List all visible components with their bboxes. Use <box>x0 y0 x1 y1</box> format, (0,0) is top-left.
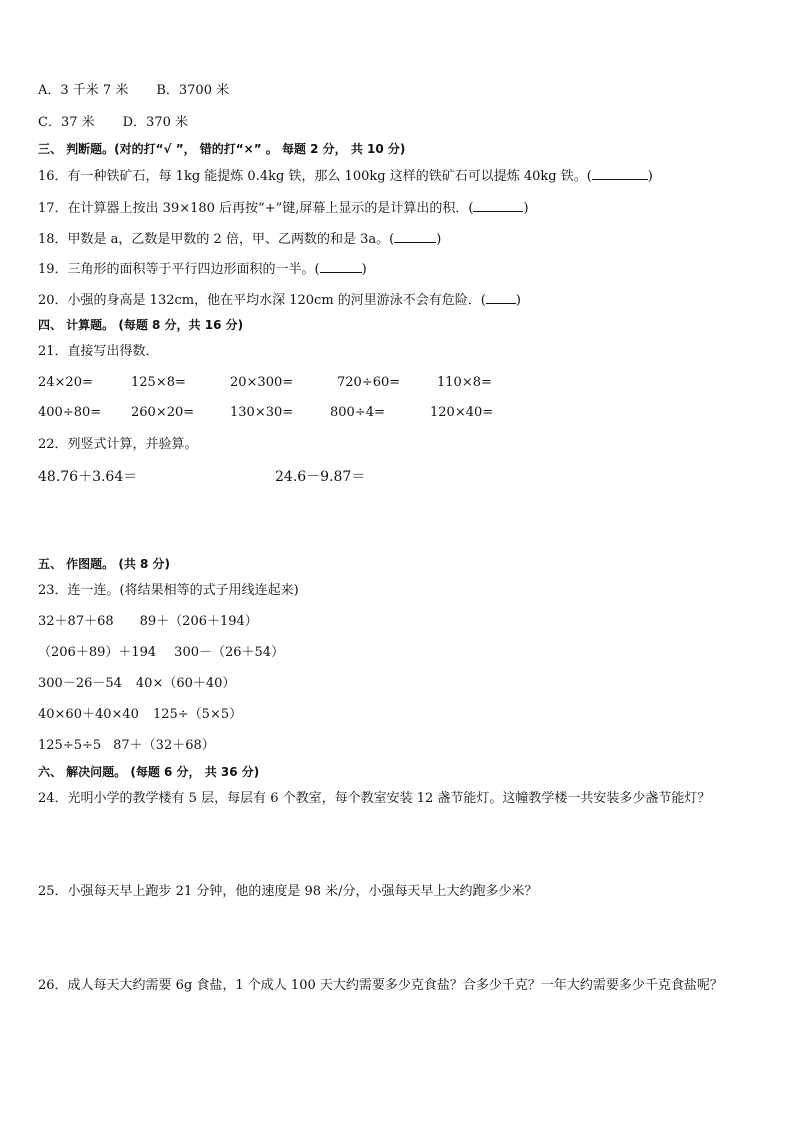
calc-item: 125×8= <box>131 375 186 390</box>
question-21-text: 21．直接写出得数． <box>38 344 159 359</box>
option-b: B．3700 米 <box>156 83 230 98</box>
section-6-title: 六、 解决问题。 (每题 6 分， 共 36 分) <box>38 765 260 779</box>
answer-blank-17[interactable] <box>473 199 523 212</box>
calc-item: 20×300= <box>230 375 294 390</box>
q15-options-row-2 <box>38 115 188 131</box>
section-5-title: 五、 作图题。 (共 8 分) <box>38 557 171 571</box>
match-row <box>38 738 215 754</box>
answer-blank-20[interactable] <box>486 291 516 304</box>
section-4-title: 四、 计算题。 (每题 8 分，共 16 分) <box>38 318 244 332</box>
vertical-calc-1: 48.76＋3.64＝ <box>38 469 138 485</box>
option-a: A．3 千米 7 米 <box>38 83 129 98</box>
match-right[interactable]: 40×（60＋40） <box>135 676 236 691</box>
calc-item: 800÷4= <box>330 405 385 420</box>
question-20-close: ) <box>515 293 521 308</box>
calc-item: 110×8= <box>437 375 492 390</box>
calc-item: 260×20= <box>131 405 195 420</box>
question-16-text: 16．有一种铁矿石，每 1kg 能提炼 0.4kg 铁，那么 100kg 这样的铁矿石可以提炼 40kg 铁。( <box>38 169 592 184</box>
answer-blank-19[interactable] <box>320 260 362 273</box>
match-right[interactable]: 300－（26＋54） <box>174 645 285 660</box>
question-26-text: 26．成人每天大约需要 6g 食盐，1 个成人 100 天大约需要多少克食盐？合多少千克？一年大约需要多少千克食盐呢？ <box>38 978 723 993</box>
question-18 <box>38 230 441 248</box>
calc-item: 720÷60= <box>337 375 401 390</box>
match-row <box>38 676 235 692</box>
match-left[interactable]: 300－26－54 <box>38 676 122 691</box>
question-18-close: ) <box>436 232 442 247</box>
question-17 <box>38 199 529 217</box>
answer-blank-16[interactable] <box>592 167 648 180</box>
section-3-title: 三、 判断题。(对的打“√ ”， 错的打“×” 。 每题 2 分， 共 10 分) <box>38 142 406 156</box>
vertical-calc-2: 24.6－9.87＝ <box>275 469 366 485</box>
match-right[interactable]: 89＋（206＋194） <box>139 614 258 629</box>
question-19-text: 19．三角形的面积等于平行四边形面积的一半。( <box>38 262 320 277</box>
match-row <box>38 614 258 630</box>
q15-options-row-1 <box>38 83 229 99</box>
question-17-text: 17．在计算器上按出 39×180 后再按“+”键,屏幕上显示的是计算出的积．( <box>38 201 474 216</box>
match-left[interactable]: （206＋89）＋194 <box>38 645 157 660</box>
question-22-text: 22．列竖式计算，并验算。 <box>38 437 198 452</box>
question-20-text: 20．小强的身高是 132cm，他在平均水深 120cm 的河里游泳不会有危险．( <box>38 293 486 308</box>
question-16 <box>38 167 653 185</box>
match-row <box>38 645 284 661</box>
question-19 <box>38 260 367 278</box>
calc-item: 24×20= <box>38 375 93 390</box>
answer-blank-18[interactable] <box>394 230 436 243</box>
match-row <box>38 707 242 723</box>
question-19-close: ) <box>361 262 367 277</box>
calc-item: 130×30= <box>230 405 294 420</box>
question-24-text: 24．光明小学的教学楼有 5 层，每层有 6 个教室，每个教室安装 12 盏节能灯。这幢教学楼一共安装多少盏节能灯？ <box>38 791 711 806</box>
match-left[interactable]: 125÷5÷5 <box>38 738 102 753</box>
question-20 <box>38 291 521 309</box>
match-left[interactable]: 40×60＋40×40 <box>38 707 139 722</box>
calc-item: 120×40= <box>430 405 494 420</box>
match-right[interactable]: 87＋（32＋68） <box>113 738 215 753</box>
question-16-close: ) <box>647 169 653 184</box>
question-17-close: ) <box>523 201 529 216</box>
question-25-text: 25．小强每天早上跑步 21 分钟，他的速度是 98 米/分，小强每天早上大约跑多少米？ <box>38 884 538 899</box>
match-right[interactable]: 125÷（5×5） <box>152 707 243 722</box>
option-d: D．370 米 <box>122 115 188 130</box>
match-left[interactable]: 32＋87＋68 <box>38 614 114 629</box>
question-23-text: 23．连一连。(将结果相等的式子用线连起来) <box>38 583 299 598</box>
question-18-text: 18．甲数是 a，乙数是甲数的 2 倍，甲、乙两数的和是 3a。( <box>38 232 395 247</box>
calc-item: 400÷80= <box>38 405 102 420</box>
option-c: C．37 米 <box>38 115 95 130</box>
